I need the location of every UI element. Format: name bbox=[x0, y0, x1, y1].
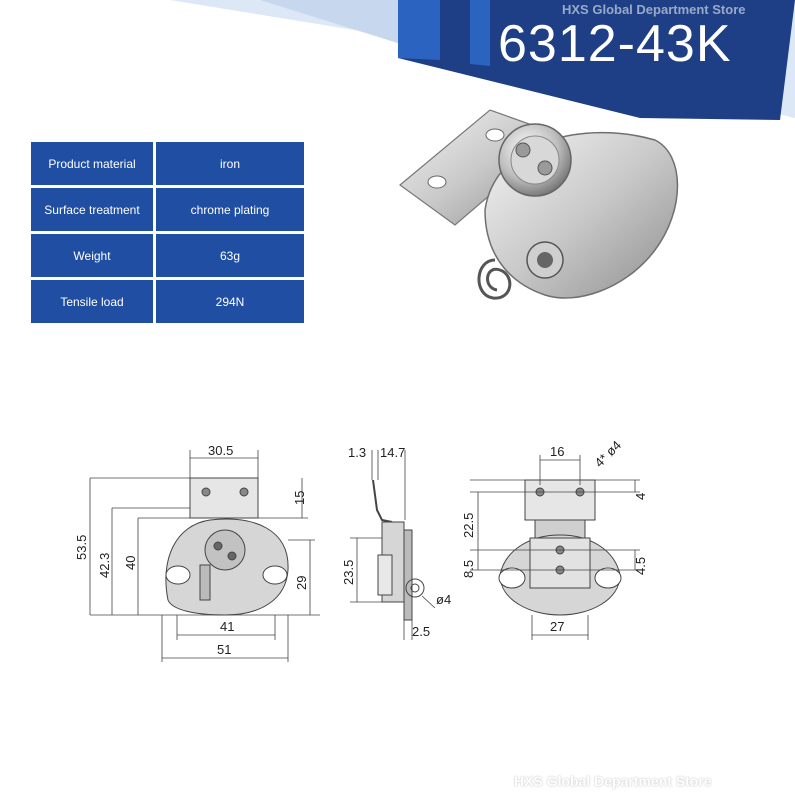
technical-drawing bbox=[60, 430, 760, 680]
spec-value: iron bbox=[156, 142, 304, 185]
spec-row-material bbox=[31, 142, 304, 185]
spec-label: Weight bbox=[31, 234, 153, 277]
dim-back-holes: 4* ø4 bbox=[591, 437, 625, 471]
back-view bbox=[470, 455, 640, 640]
dim-back-offset: 4 bbox=[633, 492, 648, 500]
dim-side-height: 23.5 bbox=[341, 559, 356, 585]
spec-value: 63g bbox=[156, 234, 304, 277]
dim-h4: 29 bbox=[294, 575, 309, 590]
spec-row-weight bbox=[31, 234, 304, 277]
model-number: 6312-43K bbox=[498, 15, 732, 73]
spec-table bbox=[31, 142, 304, 326]
hook-hole-1 bbox=[428, 176, 446, 188]
hook-hole-2 bbox=[486, 129, 504, 141]
dim-total-width: 51 bbox=[217, 642, 232, 657]
dim-h2: 42.3 bbox=[97, 552, 112, 578]
dim-back-h1: 22.5 bbox=[461, 512, 476, 538]
pivot-hole bbox=[537, 252, 553, 268]
spec-value: 294N bbox=[156, 280, 304, 323]
dim-side-hole: ø4 bbox=[436, 592, 452, 607]
knob-inner bbox=[511, 136, 559, 184]
watermark-top: HXS Global Department Store bbox=[562, 2, 746, 17]
spec-row-tensile bbox=[31, 280, 304, 323]
rivet-1 bbox=[516, 143, 530, 157]
product-photo bbox=[385, 100, 705, 330]
dim-side-offset: 14.7 bbox=[380, 445, 406, 460]
dim-side-thick: 1.3 bbox=[348, 445, 367, 460]
dim-top-height: 15 bbox=[292, 490, 307, 505]
banner-accent-2 bbox=[470, 0, 490, 66]
dim-back-h3: 4.5 bbox=[633, 556, 648, 575]
dim-back-width: 27 bbox=[550, 619, 565, 634]
spec-label: Product material bbox=[31, 142, 153, 185]
dim-h3: 40 bbox=[123, 555, 138, 570]
dim-inner-width: 41 bbox=[220, 619, 235, 634]
banner-light-band bbox=[260, 0, 420, 50]
dim-side-bottom: 2.5 bbox=[412, 624, 431, 639]
rivet-2 bbox=[538, 161, 552, 175]
spec-row-surface bbox=[31, 188, 304, 231]
spec-label: Tensile load bbox=[31, 280, 153, 323]
banner-accent-1 bbox=[398, 0, 440, 60]
dim-top-width: 30.5 bbox=[208, 443, 234, 458]
spec-label: Surface treatment bbox=[31, 188, 153, 231]
dim-back-spacing: 16 bbox=[550, 444, 565, 459]
side-view bbox=[350, 450, 435, 640]
dim-total-height: 53.5 bbox=[74, 534, 89, 560]
dim-back-h2: 8.5 bbox=[461, 559, 476, 578]
spec-value: chrome plating bbox=[156, 188, 304, 231]
watermark-bottom: HXS Global Department Store bbox=[514, 773, 712, 789]
